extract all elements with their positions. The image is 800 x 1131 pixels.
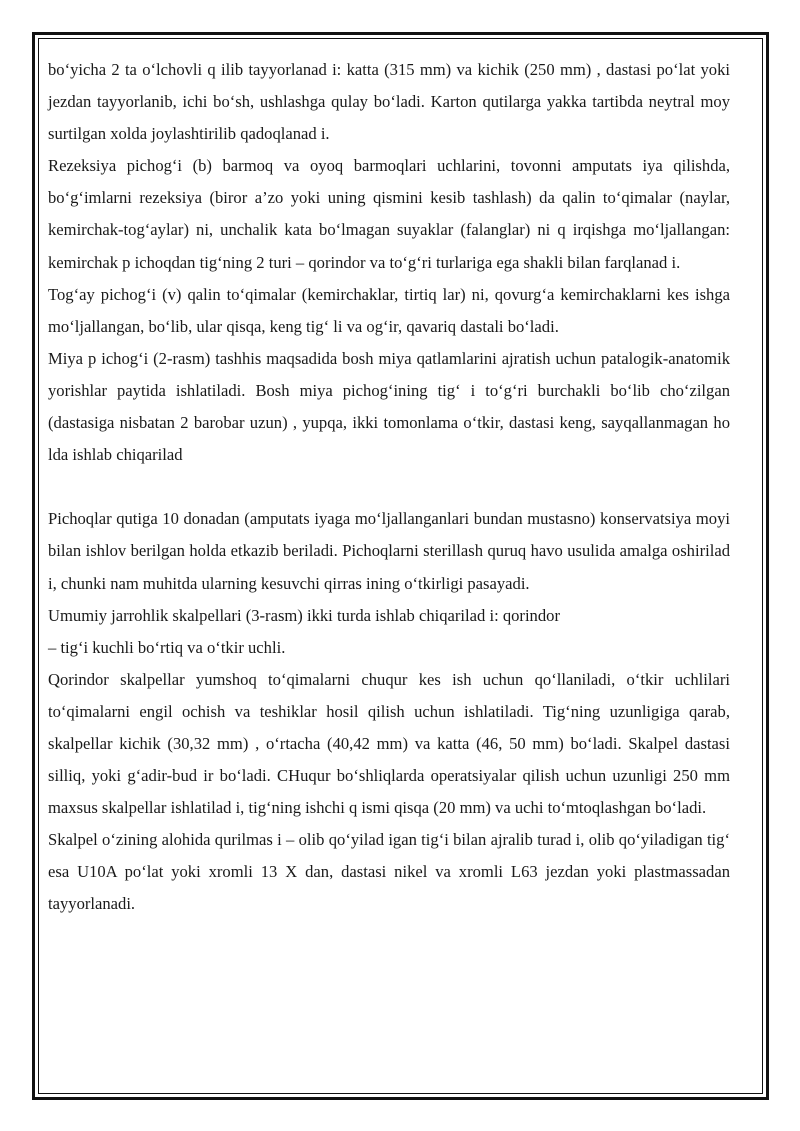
paragraph-knife-packaging: Pichoqlar qutiga 10 donadan (amputats iyaga mo‘ljallanganlari bundan mustasno) konservatsiya moyi bilan ishlov berilgan holda etkazib beriladi. Pichoqlarni sterillash quruq havo usulida amalga oshirilad i, chunki nam muhitda ularning kesuvchi qirras ining o‘tkirligi pasayadi. [48, 509, 730, 593]
paragraph-knife-sizes: bo‘yicha 2 ta o‘lchovli q ilib tayyorlanad i: katta (315 mm) va kichik (250 mm) , dastasi po‘lat yoki jezdan tayyorlanib, ichi bo‘sh, ushlashga qulay bo‘ladi. Karton qutilarga yakka tartibda neytral moy surtilgan xolda joylashtirilib qadoqlanad i. [48, 60, 730, 144]
paragraph-brain-knife: Miya p ichog‘i (2-rasm) tashhis maqsadida bosh miya qatlamlarini ajratish uchun patalogik-anatomik yorishlar paytida ishlatiladi. Bosh miya pichog‘ining tig‘ i to‘g‘ri burchakli bo‘lib cho‘zilgan (dastasiga nisbatan 2 barobar uzun) , yupqa, ikki tomonlama o‘tkir, dastasi keng, sayqallanmagan ho lda ishlab chiqarilad [48, 348, 730, 465]
paragraph-cartilage-knife: Tog‘ay pichog‘i (v) qalin to‘qimalar (kemirchaklar, tirtiq lar) ni, qovurg‘a kemirchaklarni kes ishga mo‘ljallangan, bo‘lib, ular qisqa, keng tig‘ li va og‘ir, qavariq dastali bo‘ladi. [48, 284, 730, 336]
paragraph-bellied-scalpels: Qorindor skalpellar yumshoq to‘qimalarni chuqur kes ish uchun qo‘llaniladi, o‘tkir uchlilari to‘qimalarni engil ochish va teshiklar hosil qilish uchun ishlatiladi. Tig‘ning uzunligiga qarab, skalpellar kichik (30,32 mm) , o‘rtacha (40,42 mm) va katta (46, 50 mm) bo‘ladi. Skalpel dastasi silliq, yoki g‘adir-bud ir bo‘ladi. CHuqur bo‘shliqlarda operatsiyalar qilish uchun uzunligi 250 mm maxsus skalpellar ishlatilad i, tig‘ning ishchi q ismi qisqa (20 mm) va uchi to‘mtoqlashgan bo‘ladi. [48, 669, 730, 818]
paragraph-spacer [48, 471, 730, 503]
paragraph-scalpel-types: Umumiy jarrohlik skalpellari (3-rasm) ikki turda ishlab chiqarilad i: qorindor [48, 605, 560, 625]
paragraph-scalpel-types-cont: – tig‘i kuchli bo‘rtiq va o‘tkir uchli. [48, 637, 286, 657]
paragraph-removable-blade: Skalpel o‘zining alohida qurilmas i – olib qo‘yilad igan tig‘i bilan ajralib turad i, olib qo‘yiladigan tig‘ esa U10A po‘lat yoki xromli 13 X dan, dastasi nikel va xromli L63 jezdan yoki plastmassadan tayyorlanadi. [48, 830, 730, 914]
document-body [48, 54, 730, 921]
paragraph-resection-knife: Rezeksiya pichog‘i (b) barmoq va oyoq barmoqlari uchlarini, tovonni amputats iya qilishda, bo‘g‘imlarni rezeksiya (biror a’zo yoki uning qismini kesib tashlash) da qalin to‘qimalar (naylar, kemirchak-tog‘aylar) ni, unchalik kata bo‘lmagan suyaklar (falanglar) ni q irqishga mo‘ljallangan: kemirchak p ichoqdan tig‘ning 2 turi – qorindor va to‘g‘ri turlariga ega shakli bilan farqlanad i. [48, 156, 730, 272]
